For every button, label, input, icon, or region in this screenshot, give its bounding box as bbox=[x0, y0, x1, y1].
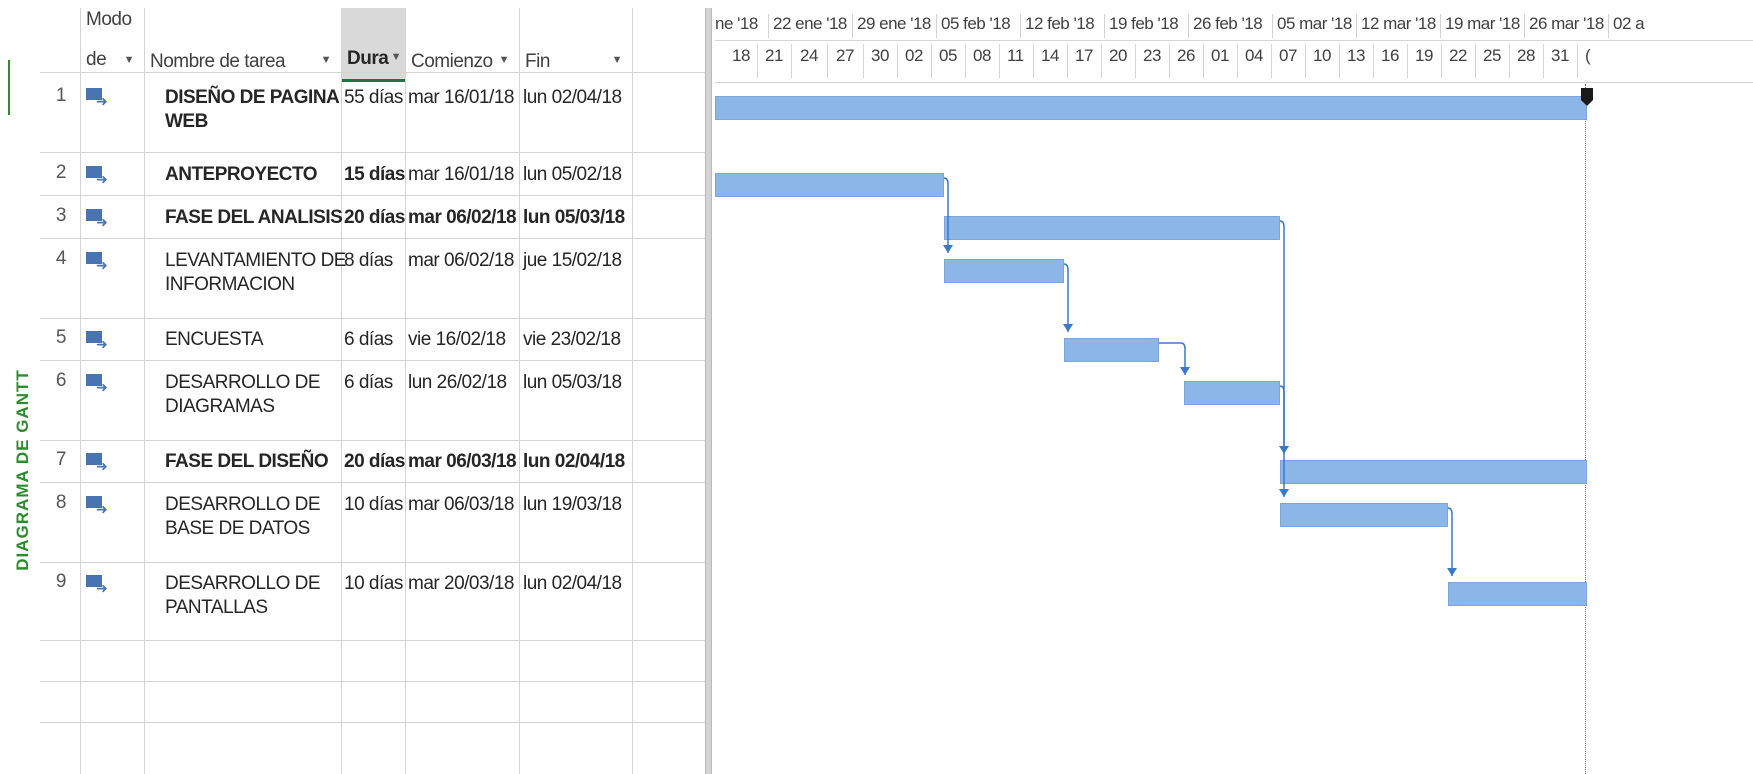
link-8-to-9 bbox=[1448, 508, 1452, 576]
task-finish[interactable]: lun 02/04/18 bbox=[523, 87, 622, 108]
timescale-week-label: 02 a bbox=[1613, 14, 1645, 33]
link-arrowhead bbox=[1063, 324, 1073, 332]
task-mode-icon: ➜ bbox=[86, 453, 108, 469]
task-start[interactable]: mar 16/01/18 bbox=[408, 164, 514, 185]
timescale-day-label: 10 bbox=[1313, 46, 1331, 65]
task-id: 5 bbox=[55, 327, 66, 348]
task-duration[interactable]: 20 días bbox=[344, 451, 405, 472]
grid-header-border bbox=[40, 72, 710, 73]
task-start[interactable]: mar 16/01/18 bbox=[408, 87, 514, 108]
grid-row-divider bbox=[40, 640, 710, 641]
column-header-duration[interactable] bbox=[341, 8, 405, 82]
timescale-week-label: 26 mar '18 bbox=[1529, 14, 1604, 33]
column-filter-arrow-icon[interactable]: ▼ bbox=[320, 54, 331, 66]
link-arrowhead bbox=[1279, 446, 1289, 454]
task-finish[interactable]: lun 05/02/18 bbox=[523, 164, 622, 185]
task-mode-icon: ➜ bbox=[86, 88, 108, 104]
timescale-day-label: 08 bbox=[973, 46, 991, 65]
task-id: 4 bbox=[55, 248, 66, 269]
column-header-task-name[interactable] bbox=[144, 8, 341, 82]
task-name[interactable]: DESARROLLO DE DIAGRAMAS bbox=[165, 372, 321, 417]
task-mode-icon: ➜ bbox=[86, 166, 108, 182]
timescale-week-label: 29 ene '18 bbox=[857, 14, 931, 33]
grid-row-divider bbox=[40, 360, 710, 361]
task-grid bbox=[0, 0, 715, 774]
column-header-duration-label: Dura bbox=[347, 48, 389, 69]
task-name[interactable]: DESARROLLO DE PANTALLAS bbox=[165, 573, 321, 618]
task-start[interactable]: lun 26/02/18 bbox=[408, 372, 507, 393]
timescale-day-label: ( bbox=[1585, 46, 1591, 65]
column-header-finish[interactable] bbox=[519, 8, 632, 82]
grid-row-divider bbox=[40, 440, 710, 441]
task-id: 1 bbox=[55, 85, 66, 106]
timescale-day-label: 21 bbox=[765, 46, 783, 65]
task-duration[interactable]: 10 días bbox=[344, 573, 403, 594]
link-2-to-4 bbox=[944, 178, 948, 253]
timescale-week-label: ne '18 bbox=[715, 14, 758, 33]
grid-column-divider bbox=[405, 8, 406, 774]
link-arrowhead bbox=[1279, 489, 1289, 497]
grid-column-divider bbox=[632, 8, 633, 774]
timescale-day-label: 07 bbox=[1279, 46, 1297, 65]
timescale-week-label: 05 feb '18 bbox=[941, 14, 1011, 33]
task-finish[interactable]: lun 05/03/18 bbox=[523, 207, 625, 228]
column-filter-arrow-icon[interactable]: ▼ bbox=[390, 51, 401, 63]
timescale-day-label: 18 bbox=[732, 46, 750, 65]
task-mode-icon: ➜ bbox=[86, 374, 108, 390]
timescale-day-label: 28 bbox=[1517, 46, 1535, 65]
dependency-links bbox=[715, 0, 1753, 774]
grid-column-divider bbox=[80, 8, 81, 774]
grid-row-divider bbox=[40, 195, 710, 196]
timescale-day-label: 17 bbox=[1075, 46, 1093, 65]
task-start[interactable]: mar 06/02/18 bbox=[408, 250, 514, 271]
gantt-timeline bbox=[715, 0, 1753, 774]
task-finish[interactable]: lun 02/04/18 bbox=[523, 573, 622, 594]
column-filter-arrow-icon[interactable]: ▼ bbox=[123, 54, 134, 66]
timescale-day-label: 27 bbox=[836, 46, 854, 65]
task-finish[interactable]: lun 02/04/18 bbox=[523, 451, 625, 472]
task-finish[interactable]: lun 19/03/18 bbox=[523, 494, 622, 515]
timescale-day-label: 14 bbox=[1041, 46, 1059, 65]
timescale-day-label: 02 bbox=[905, 46, 923, 65]
timescale-day-label: 19 bbox=[1415, 46, 1433, 65]
timescale-week-label: 12 mar '18 bbox=[1361, 14, 1436, 33]
timescale-week-label: 19 feb '18 bbox=[1109, 14, 1179, 33]
timescale-day-label: 31 bbox=[1551, 46, 1569, 65]
task-finish[interactable]: vie 23/02/18 bbox=[523, 329, 621, 350]
grid-row-divider bbox=[40, 562, 710, 563]
column-header-name-label: Nombre de tarea bbox=[150, 51, 286, 72]
link-arrowhead bbox=[1447, 568, 1457, 576]
timescale-week-label: 22 ene '18 bbox=[773, 14, 847, 33]
grid-row-divider bbox=[40, 318, 710, 319]
task-finish[interactable]: lun 05/03/18 bbox=[523, 372, 622, 393]
task-start[interactable]: mar 06/02/18 bbox=[408, 207, 517, 228]
timescale-day-label: 23 bbox=[1143, 46, 1161, 65]
task-duration[interactable]: 20 días bbox=[344, 207, 405, 228]
timescale-day-label: 20 bbox=[1109, 46, 1127, 65]
summary-end-marker bbox=[1581, 88, 1593, 106]
timescale-day-label: 04 bbox=[1245, 46, 1263, 65]
task-mode-icon: ➜ bbox=[86, 252, 108, 268]
timescale-day-label: 24 bbox=[800, 46, 818, 65]
task-id: 8 bbox=[55, 492, 66, 513]
task-finish[interactable]: jue 15/02/18 bbox=[523, 250, 622, 271]
task-start[interactable]: mar 20/03/18 bbox=[408, 573, 514, 594]
timescale-day-label: 26 bbox=[1177, 46, 1195, 65]
task-id: 2 bbox=[55, 162, 66, 183]
grid-timeline-splitter[interactable] bbox=[705, 8, 712, 774]
timescale-week-label: 05 mar '18 bbox=[1277, 14, 1352, 33]
task-start[interactable]: vie 16/02/18 bbox=[408, 329, 506, 350]
column-header-mode-line2: de bbox=[86, 49, 107, 70]
link-4-to-5 bbox=[1064, 264, 1068, 332]
task-mode-icon: ➜ bbox=[86, 331, 108, 347]
column-header-mode-line1: Modo bbox=[86, 9, 132, 30]
task-duration[interactable]: 6 días bbox=[344, 372, 393, 393]
task-duration[interactable]: 15 días bbox=[344, 164, 405, 185]
task-id: 7 bbox=[55, 449, 66, 470]
timescale-day-label: 16 bbox=[1381, 46, 1399, 65]
timescale-day-label: 30 bbox=[871, 46, 889, 65]
task-mode-icon: ➜ bbox=[86, 575, 108, 591]
column-header-task-mode[interactable] bbox=[80, 8, 144, 82]
column-filter-arrow-icon[interactable]: ▼ bbox=[611, 54, 622, 66]
timescale-week-label: 12 feb '18 bbox=[1025, 14, 1095, 33]
column-filter-arrow-icon[interactable]: ▼ bbox=[498, 54, 509, 66]
grid-row-divider bbox=[40, 238, 710, 239]
task-name[interactable]: DESARROLLO DE BASE DE DATOS bbox=[165, 494, 321, 539]
task-mode-icon: ➜ bbox=[86, 209, 108, 225]
grid-column-divider bbox=[144, 8, 145, 774]
timescale-day-label: 22 bbox=[1449, 46, 1467, 65]
task-duration[interactable]: 55 días bbox=[344, 87, 403, 108]
timescale-day-label: 25 bbox=[1483, 46, 1501, 65]
column-header-start[interactable] bbox=[405, 8, 519, 82]
side-label-text: DIAGRAMA DE GANTT bbox=[13, 369, 32, 571]
task-name[interactable]: ENCUESTA bbox=[165, 329, 264, 350]
link-5-to-6 bbox=[1159, 343, 1185, 375]
link-arrowhead bbox=[943, 245, 953, 253]
task-name[interactable]: ANTEPROYECTO bbox=[165, 164, 318, 185]
task-duration[interactable]: 8 días bbox=[344, 250, 393, 271]
task-name[interactable]: LEVANTAMIENTO DE INFORMACION bbox=[165, 250, 346, 295]
task-id: 9 bbox=[55, 571, 66, 592]
column-header-finish-label: Fin bbox=[525, 51, 550, 72]
grid-row-divider bbox=[40, 152, 710, 153]
grid-row-divider bbox=[40, 482, 710, 483]
timescale-day-label: 13 bbox=[1347, 46, 1365, 65]
task-name[interactable]: DISEÑO DE PAGINA WEB bbox=[165, 87, 339, 132]
link-arrowhead bbox=[1180, 367, 1190, 375]
task-mode-icon: ➜ bbox=[86, 496, 108, 512]
task-name[interactable]: FASE DEL ANALISIS bbox=[165, 207, 343, 228]
link-6-to-8 bbox=[1280, 386, 1284, 497]
timescale-day-label: 01 bbox=[1211, 46, 1229, 65]
grid-row-divider bbox=[40, 681, 710, 682]
task-id: 3 bbox=[55, 205, 66, 226]
timescale-day-label: 11 bbox=[1007, 46, 1024, 65]
timescale-week-label: 19 mar '18 bbox=[1445, 14, 1520, 33]
timescale-day-label: 05 bbox=[939, 46, 957, 65]
grid-column-divider bbox=[519, 8, 520, 774]
task-duration[interactable]: 6 días bbox=[344, 329, 393, 350]
task-id: 6 bbox=[55, 370, 66, 391]
task-duration[interactable]: 10 días bbox=[344, 494, 403, 515]
column-header-start-label: Comienzo bbox=[411, 51, 493, 72]
grid-row-divider bbox=[40, 722, 710, 723]
task-start[interactable]: mar 06/03/18 bbox=[408, 494, 514, 515]
task-start[interactable]: mar 06/03/18 bbox=[408, 451, 517, 472]
task-name[interactable]: FASE DEL DISEÑO bbox=[165, 451, 329, 472]
timescale-week-label: 26 feb '18 bbox=[1193, 14, 1263, 33]
